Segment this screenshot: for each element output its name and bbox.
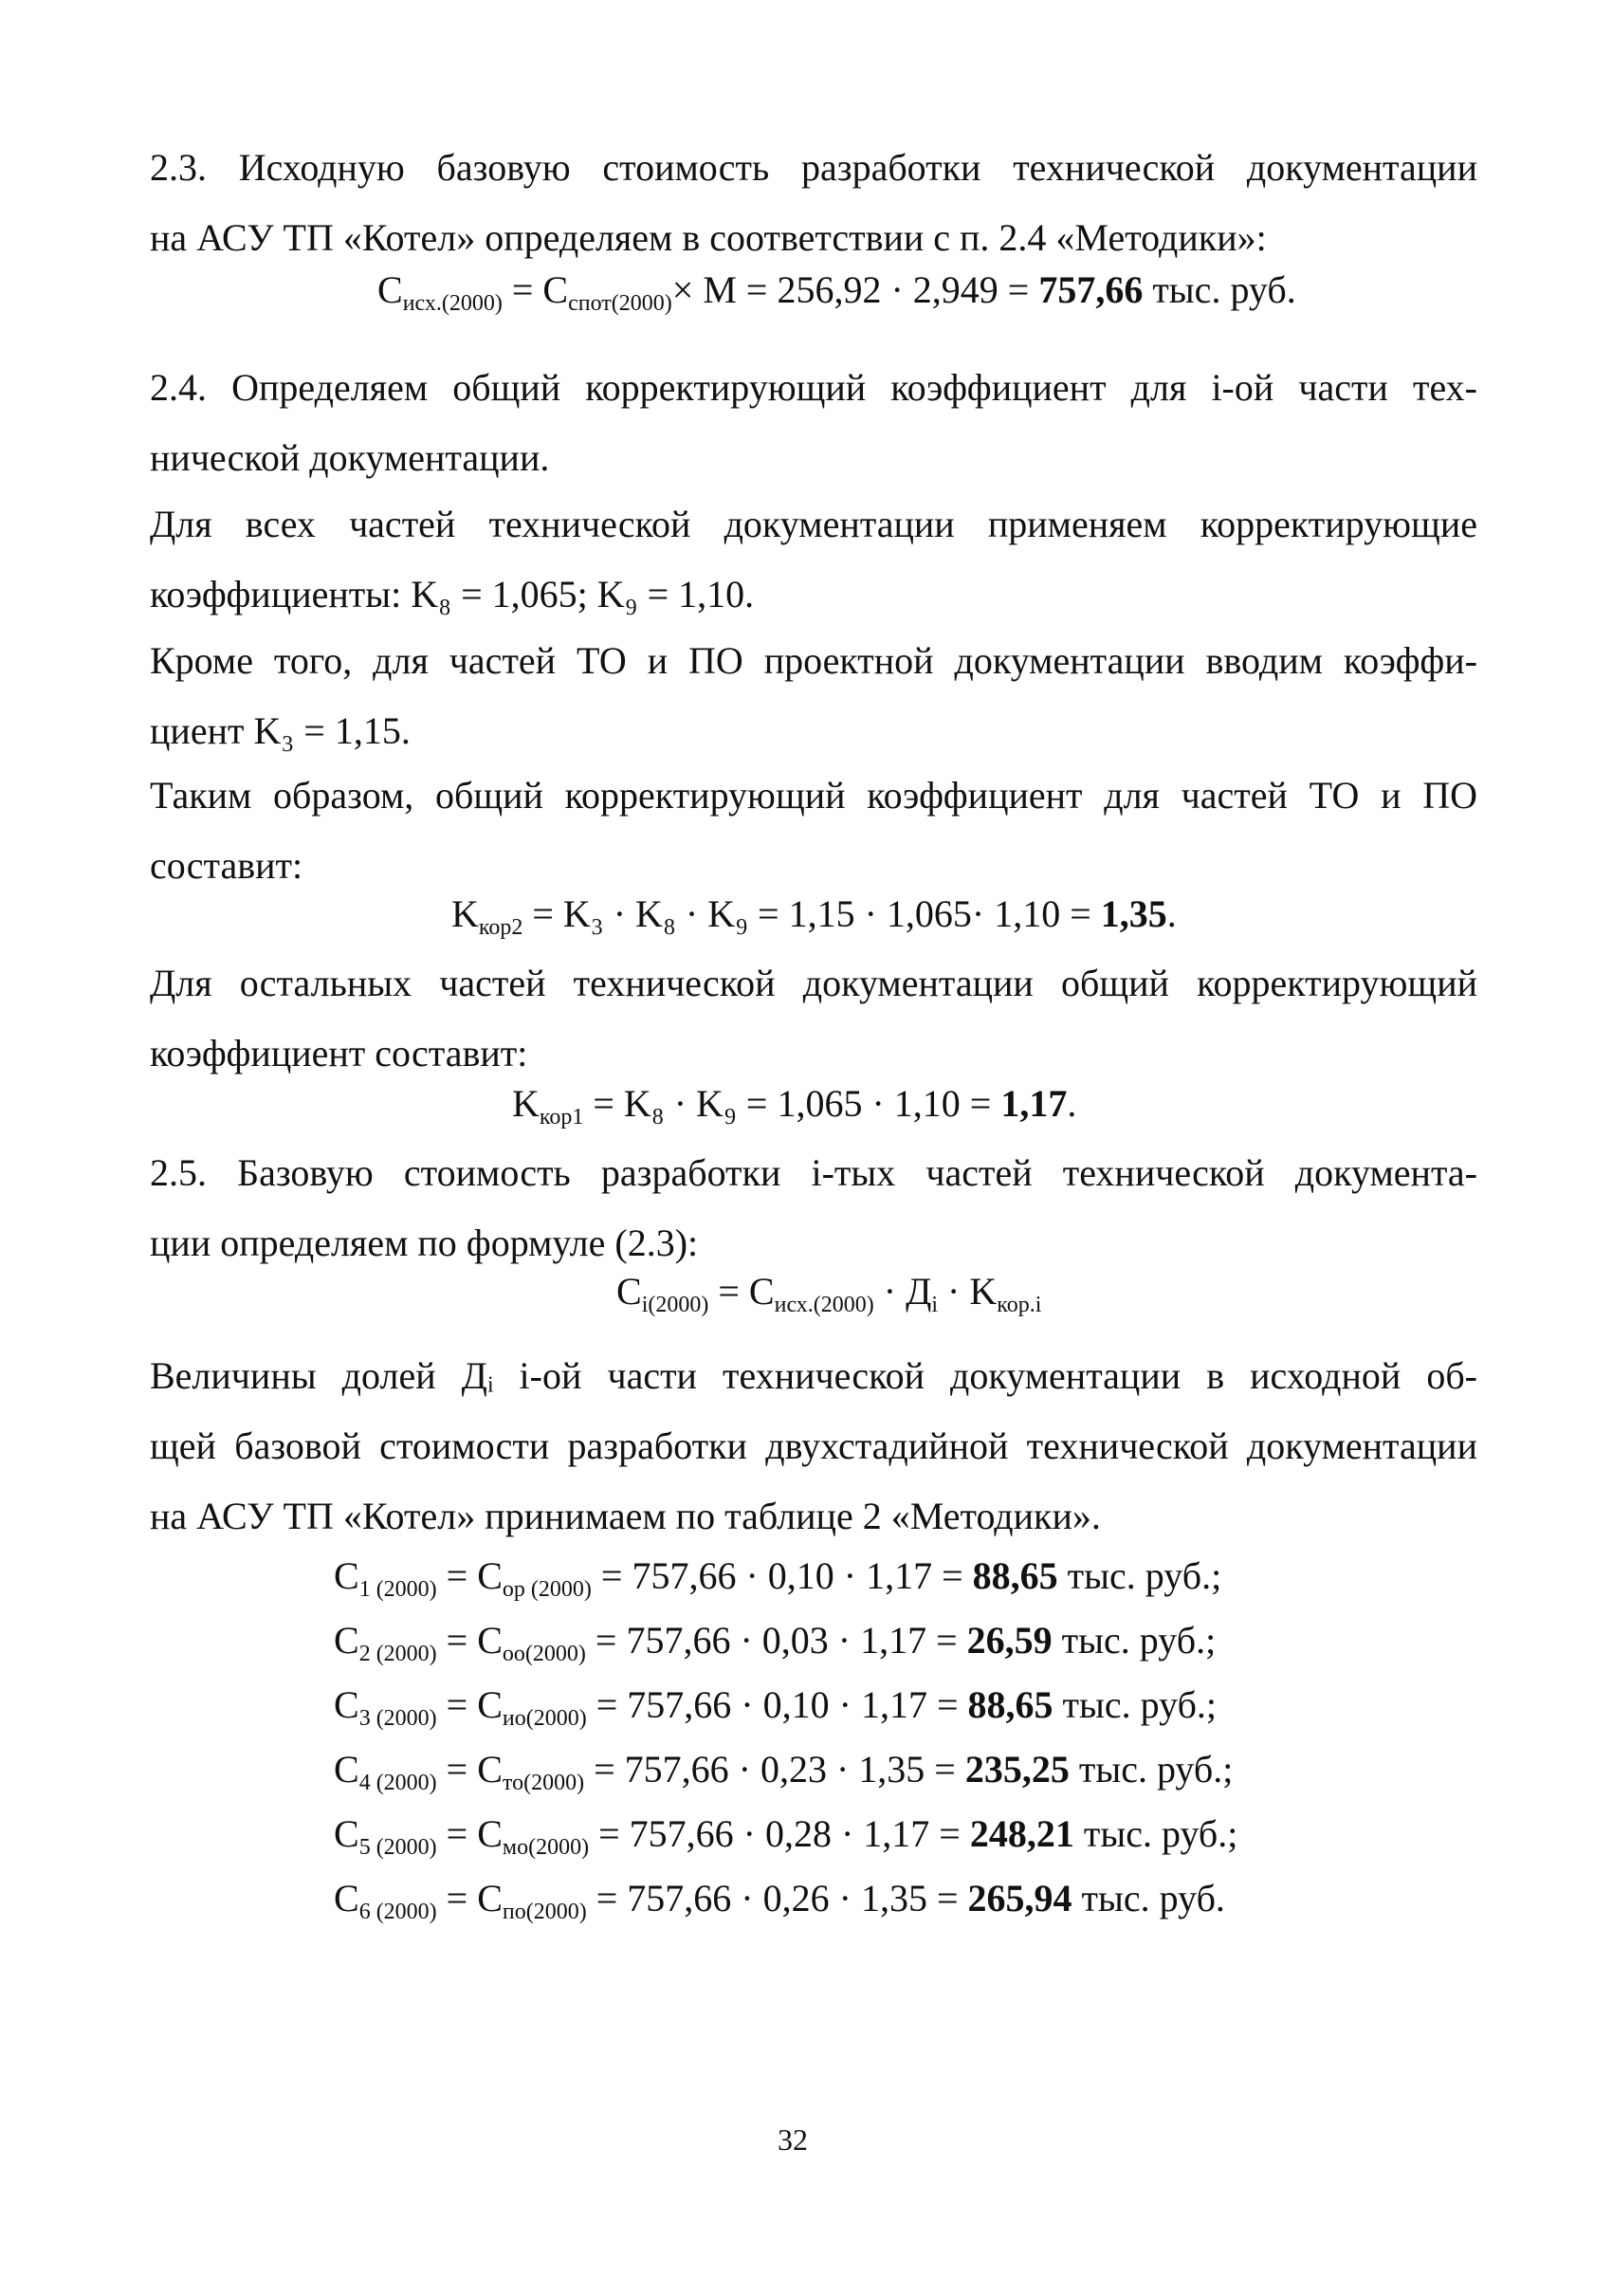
- paragraph-line: циент K₃ = 1,15.: [150, 709, 411, 752]
- paragraph-additional-coefficient: [150, 626, 1477, 766]
- formula-part-cost: $C_{i(2000)} = C_{исх.(2000)} \cdot Д_i \cdot K_{кор.i}$: [616, 1270, 1042, 1317]
- paragraph-line: Величины долей Дᵢ i-ой части технической документации в исходной об-: [150, 1354, 1477, 1397]
- paragraph-line: на АСУ ТП «Котел» принимаем по таблице 2 «Методики».: [150, 1495, 1101, 1537]
- paragraph-line: 2.3. Исходную базовую стоимость разработки технической документации: [150, 146, 1477, 189]
- paragraph-line: составит:: [150, 844, 303, 887]
- cost-line: $C_{3 (2000)} = C_{ио(2000)} = 757,66 \cdot 0,10 \cdot 1,17 = 88,65$ тыс. руб.;: [334, 1683, 1218, 1731]
- cost-line: $C_{1 (2000)} = C_{ор (2000)} = 757,66 \cdot 0,10 \cdot 1,17 = 88,65$ тыс. руб.;: [334, 1554, 1222, 1602]
- formula-k-kor2: $K_{кор2} = K_3 \cdot K_8 \cdot K_9 = 1,15 \cdot 1,065\cdot 1,10 = 1,35$.: [451, 892, 1177, 940]
- paragraph-line: Для остальных частей технической документации общий корректирующий: [150, 962, 1477, 1004]
- cost-line: $C_{5 (2000)} = C_{мо(2000)} = 757,66 \cdot 0,28 \cdot 1,17 = 248,21$ тыс. руб.;: [334, 1812, 1238, 1860]
- paragraph-all-parts: [150, 489, 1477, 630]
- paragraph-share-values: [150, 1341, 1477, 1552]
- formula-k-kor1: $K_{кор1} = K_8 \cdot K_9 = 1,065 \cdot 1,10 = 1,17$.: [512, 1082, 1077, 1130]
- paragraph-thus: [150, 761, 1477, 901]
- cost-line: $C_{2 (2000)} = C_{оо(2000)} = 757,66 \cdot 0,03 \cdot 1,17 = 26,59$ тыс. руб.;: [334, 1619, 1217, 1666]
- paragraph-line: Кроме того, для частей ТО и ПО проектной документации вводим коэффи-: [150, 639, 1477, 682]
- paragraph-line: Таким образом, общий корректирующий коэффициент для частей ТО и ПО: [150, 774, 1477, 817]
- paragraph-line: 2.4. Определяем общий корректирующий коэффициент для i-ой части тех-: [150, 366, 1477, 409]
- paragraph-line: ции определяем по формуле (2.3):: [150, 1221, 699, 1264]
- paragraph-line: щей базовой стоимости разработки двухстадийной технической документации: [150, 1424, 1477, 1467]
- paragraph-line: 2.5. Базовую стоимость разработки i-тых частей технической документа-: [150, 1151, 1477, 1194]
- paragraph-line: нической документации.: [150, 436, 550, 479]
- cost-line: $C_{4 (2000)} = C_{то(2000)} = 757,66 \cdot 0,23 \cdot 1,35 = 235,25$ тыс. руб.;: [334, 1748, 1234, 1795]
- paragraph-line: Для всех частей технической документации применяем корректирующие: [150, 503, 1477, 545]
- paragraph-line: коэффициент составит:: [150, 1032, 528, 1075]
- formula-base-cost: $C_{исх.(2000)} = C_{спот(2000)}\times M = 256,92 \cdot 2,949 = 757,66$ тыс. руб.: [377, 268, 1296, 316]
- paragraph-2-3: [150, 133, 1477, 273]
- paragraph-2-4: [150, 353, 1477, 493]
- paragraph-line: коэффициенты: K₈ = 1,065; K₉ = 1,10.: [150, 573, 755, 615]
- page-number: 32: [778, 2122, 808, 2157]
- cost-line: $C_{6 (2000)} = C_{по(2000)} = 757,66 \cdot 0,26 \cdot 1,35 = 265,94$ тыс. руб.: [334, 1877, 1225, 1924]
- paragraph-remaining-parts: [150, 948, 1477, 1089]
- paragraph-line: на АСУ ТП «Котел» определяем в соответствии с п. 2.4 «Методики»:: [150, 216, 1267, 259]
- paragraph-2-5: [150, 1138, 1477, 1278]
